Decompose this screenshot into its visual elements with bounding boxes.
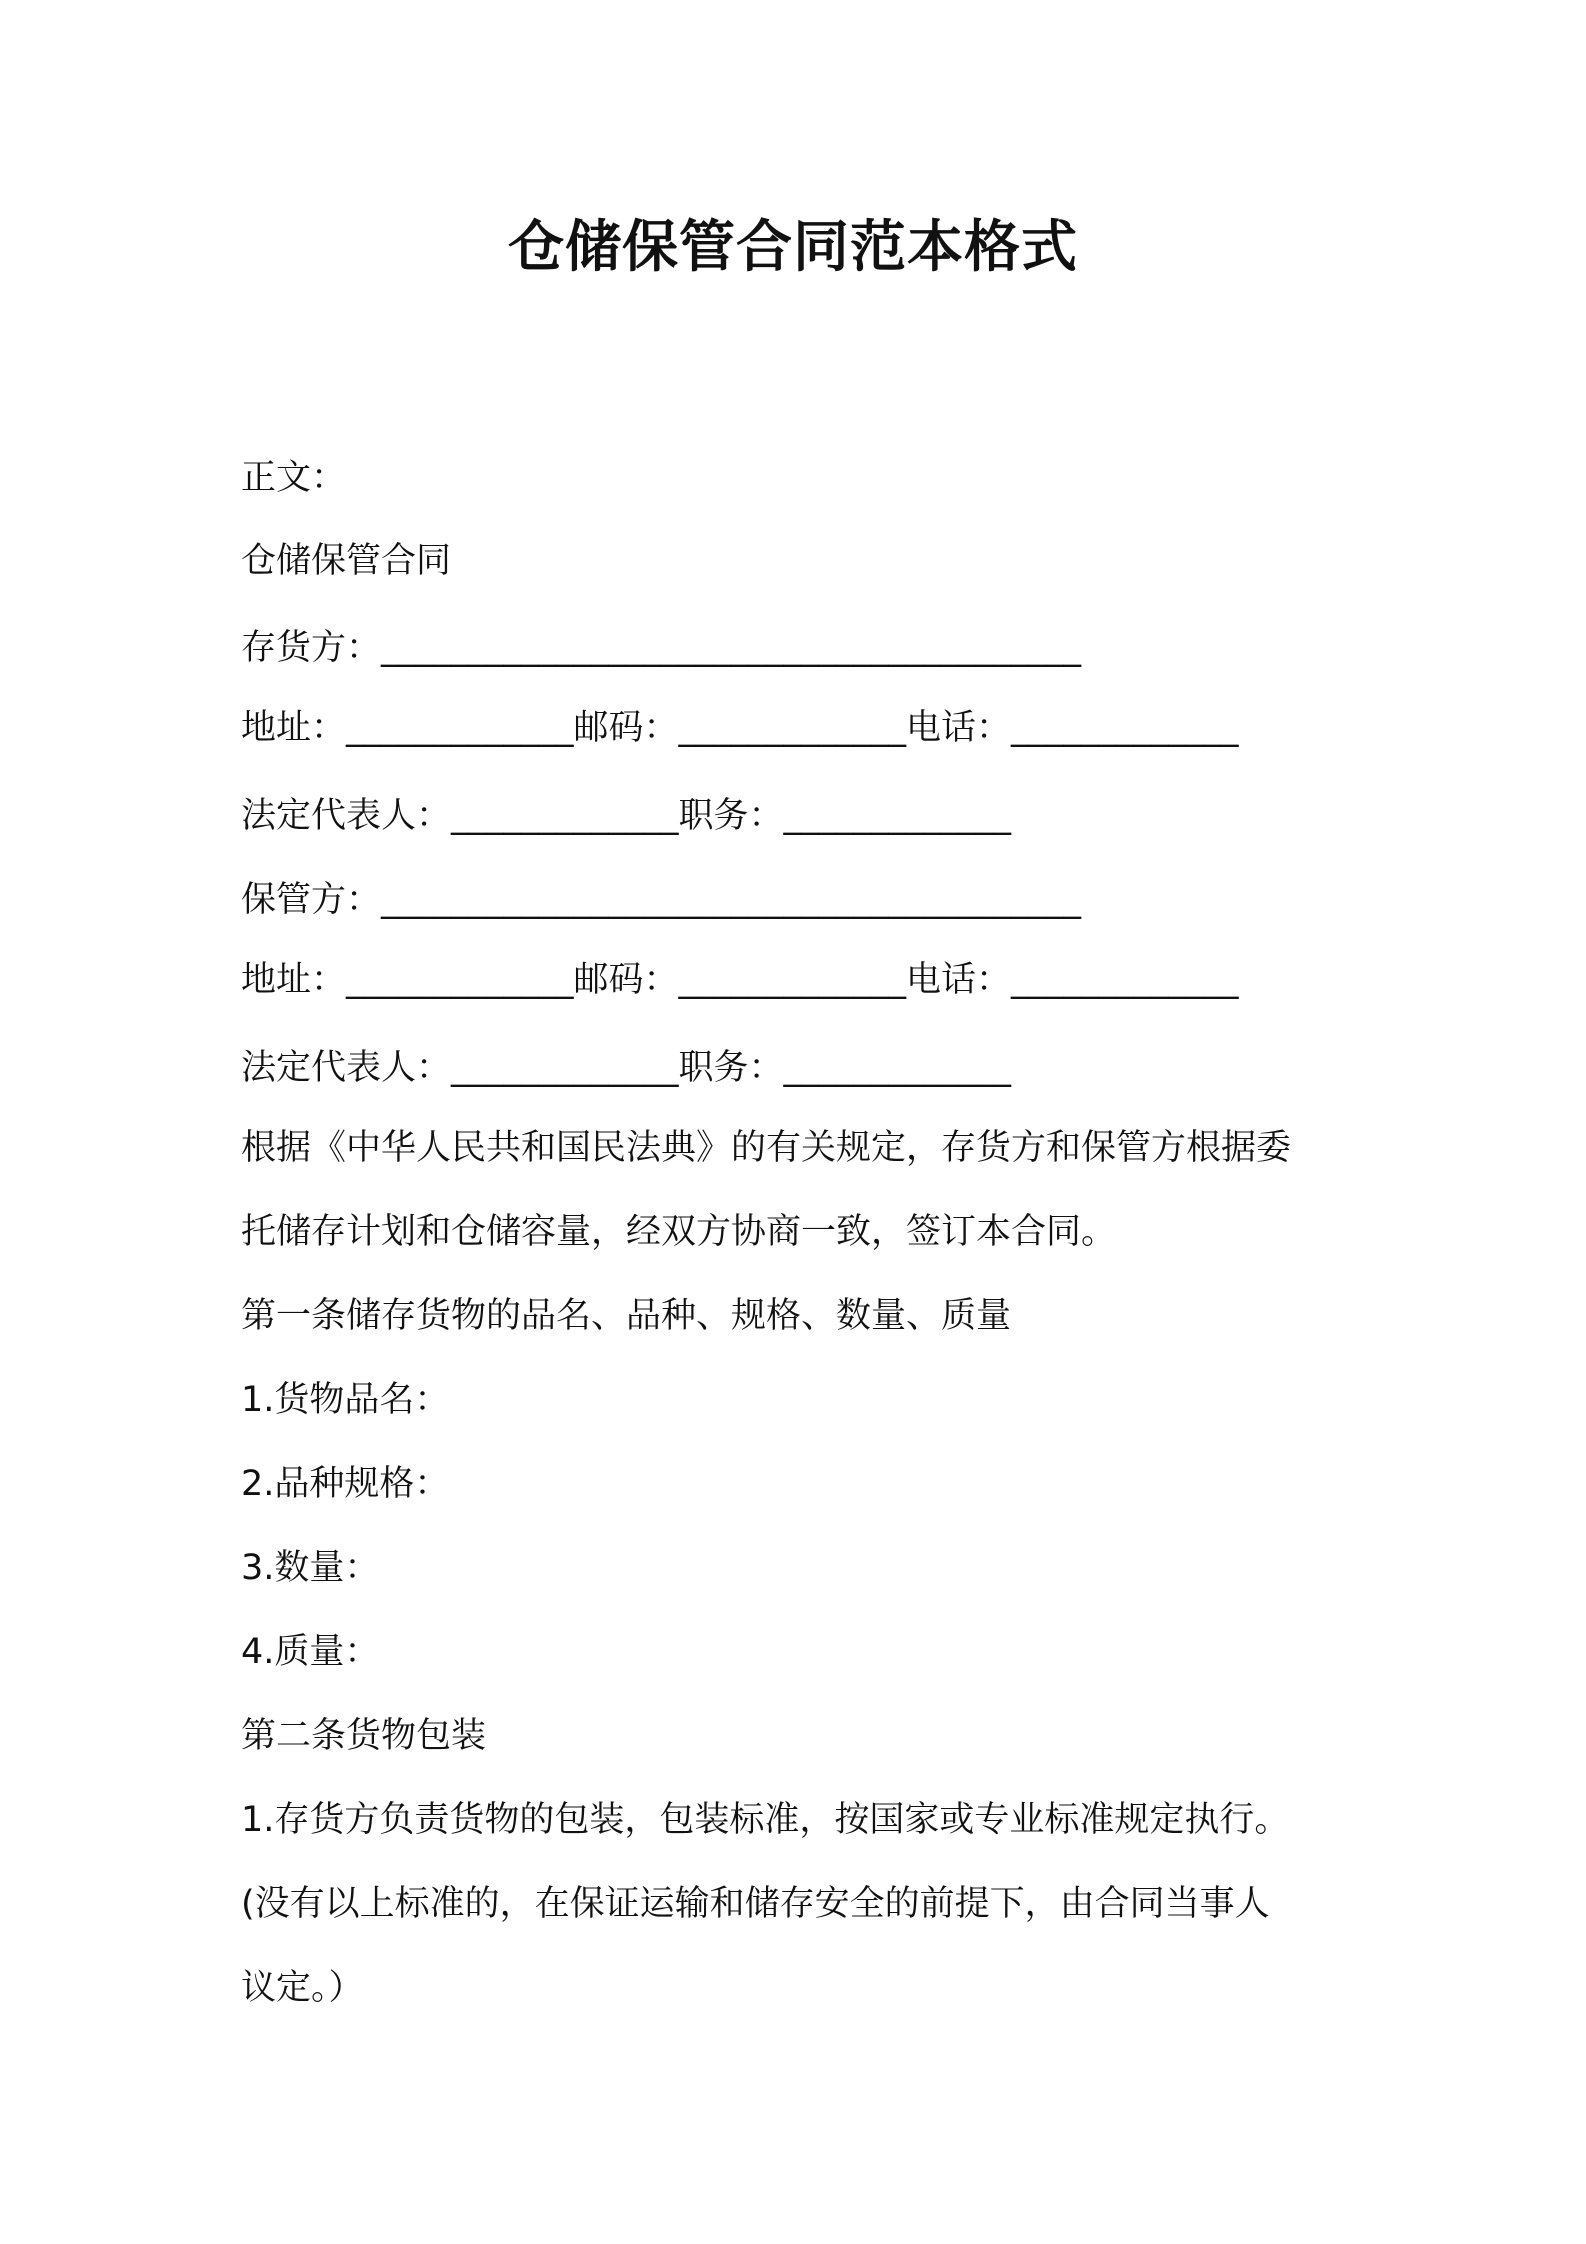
depositor-contact-line [241, 704, 1239, 752]
depositor-phone-label: 电话： [906, 708, 1012, 748]
depositor-blank: ________________________________________ [381, 628, 1082, 668]
depositor-postcode-label: 邮码： [573, 708, 679, 748]
document-title: 仓储保管合同范本格式 [508, 215, 1078, 280]
custodian-phone-blank: _____________ [1011, 960, 1239, 1000]
preamble-line-1: 根据《中华人民共和国民法典》的有关规定，存货方和保管方根据委 [241, 1128, 1292, 1168]
custodian-postcode-blank: _____________ [678, 960, 907, 1000]
article2-heading: 第二条货物包装 [241, 1716, 487, 1756]
custodian-position-label: 职务： [678, 1048, 784, 1088]
intro-label: 正文： [241, 458, 347, 498]
article1-item-2: 2.品种规格： [241, 1464, 450, 1504]
depositor-rep-label: 法定代表人： [241, 796, 452, 836]
custodian-rep-blank: _____________ [451, 1048, 679, 1088]
article1-heading: 第一条储存货物的品名、品种、规格、数量、质量 [241, 1296, 1012, 1336]
custodian-rep-label: 法定代表人： [241, 1048, 452, 1088]
preamble-line-2: 托储存计划和仓储容量，经双方协商一致，签订本合同。 [241, 1212, 1117, 1252]
article2-line-2: (没有以上标准的，在保证运输和储存安全的前提下，由合同当事人 [241, 1884, 1270, 1924]
contract-name: 仓储保管合同 [241, 541, 452, 581]
custodian-position-blank: _____________ [783, 1048, 1012, 1088]
depositor-address-label: 地址： [241, 708, 347, 748]
custodian-postcode-label: 邮码： [573, 960, 679, 1000]
custodian-rep-line [241, 1044, 1011, 1092]
depositor-position-blank: _____________ [783, 796, 1012, 836]
article1-item-3: 3.数量： [241, 1548, 380, 1588]
depositor-position-label: 职务： [678, 796, 784, 836]
custodian-address-blank: _____________ [346, 960, 574, 1000]
depositor-line [241, 624, 1081, 672]
depositor-postcode-blank: _____________ [678, 708, 907, 748]
custodian-blank: ________________________________________ [381, 880, 1082, 920]
custodian-label: 保管方： [241, 880, 382, 920]
custodian-phone-label: 电话： [906, 960, 1012, 1000]
custodian-line [241, 876, 1081, 924]
custodian-contact-line [241, 956, 1239, 1004]
depositor-label: 存货方： [241, 628, 382, 668]
depositor-rep-line [241, 792, 1011, 840]
custodian-address-label: 地址： [241, 960, 347, 1000]
depositor-rep-blank: _____________ [451, 796, 679, 836]
article1-item-1: 1.货物品名： [241, 1380, 450, 1420]
article2-line-3: 议定。） [241, 1968, 364, 2008]
article1-item-4: 4.质量： [241, 1632, 380, 1672]
article2-line-1: 1.存货方负责货物的包装，包装标准，按国家或专业标准规定执行。 [241, 1800, 1290, 1840]
depositor-phone-blank: _____________ [1011, 708, 1239, 748]
depositor-address-blank: _____________ [346, 708, 574, 748]
